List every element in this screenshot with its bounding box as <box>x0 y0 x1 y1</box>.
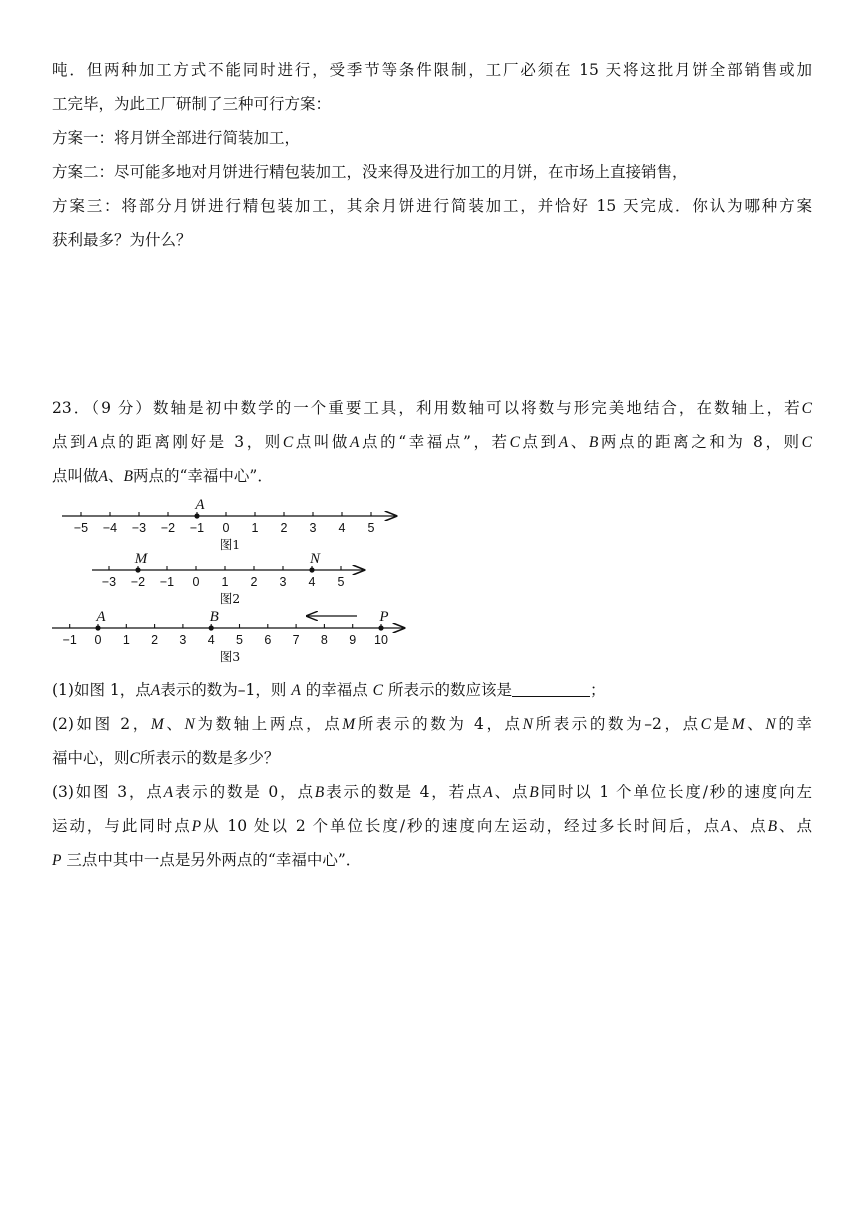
tick-label: 4 <box>207 633 215 647</box>
q23-line-3: 点叫做A、B两点的“幸福中心”． <box>52 467 273 485</box>
figure-1 <box>62 497 396 552</box>
figure-caption: 图1 <box>219 537 241 552</box>
figure-2 <box>92 551 364 606</box>
answer-blank[interactable] <box>512 682 590 697</box>
sub-question-3-cont: 运动，与此同时点P从 10 处以 2 个单位长度/秒的速度向左运动，经过多长时间后，点A、点B、点 <box>52 817 812 835</box>
tick-label: 2 <box>280 521 288 535</box>
figure-3 <box>52 609 404 664</box>
question-score: （9 分） <box>91 399 153 417</box>
point-label-m: M <box>134 551 148 567</box>
tick-label: −2 <box>160 521 176 535</box>
tick-label: −1 <box>159 575 175 589</box>
point-b <box>209 625 214 630</box>
tick-label: 2 <box>250 575 258 589</box>
plan-three: 方案三：将部分月饼进行精包装加工，其余月饼进行简装加工，并恰好 15 天完成．你认为哪种方案 <box>52 197 812 215</box>
tick-label: 9 <box>349 633 357 647</box>
sub-question-3: (3)如图 3，点A表示的数是 0，点B表示的数是 4，若点A、点B同时以 1 个单位长度/秒的速度向左 <box>52 783 812 801</box>
tick-label: 4 <box>338 521 346 535</box>
tick-label: 1 <box>122 633 130 647</box>
q22-text-line-2: 工完毕，为此工厂研制了三种可行方案： <box>52 95 332 113</box>
plan-three-cont: 获利最多？为什么？ <box>52 231 192 249</box>
tick-label: 0 <box>222 521 230 535</box>
tick-label: 7 <box>292 633 300 647</box>
tick-label: −3 <box>101 575 117 589</box>
point-p <box>378 625 383 630</box>
tick-label: 10 <box>374 633 388 647</box>
q23-line-2: 点到A点的距离刚好是 3，则C点叫做A点的“幸福点”，若C点到A、B两点的距离之和为 8，则C <box>52 433 812 451</box>
point-a <box>95 625 100 630</box>
plan-one: 方案一：将月饼全部进行简装加工， <box>52 129 301 147</box>
point-label-b: B <box>209 609 219 625</box>
point-label-a: A <box>195 497 205 513</box>
tick-label: 0 <box>192 575 200 589</box>
tick-label: −1 <box>189 521 205 535</box>
tick-label: 1 <box>221 575 229 589</box>
tick-label: 1 <box>251 521 259 535</box>
tick-label: −4 <box>102 521 118 535</box>
q22-text-line-1: 吨．但两种加工方式不能同时进行，受季节等条件限制，工厂必须在 15 天将这批月饼全部销售或加 <box>52 61 812 79</box>
point-label-p: P <box>379 609 389 625</box>
sub-question-2-cont: 福中心，则C所表示的数是多少？ <box>52 749 280 767</box>
point-a <box>194 513 199 518</box>
tick-label: 2 <box>151 633 159 647</box>
tick-label: 6 <box>264 633 272 647</box>
q23-intro-1: 数轴是初中数学的一个重要工具，利用数轴可以将数与形完美地结合，在数轴上，若 <box>152 399 802 417</box>
tick-label: −2 <box>130 575 146 589</box>
question-number: 23． <box>52 399 92 417</box>
figure-caption: 图2 <box>219 591 241 606</box>
tick-label: 5 <box>337 575 345 589</box>
point-n <box>309 567 314 572</box>
tick-label: −5 <box>73 521 89 535</box>
tick-label: −1 <box>62 633 77 647</box>
tick-label: 5 <box>236 633 243 647</box>
point-label-a: A <box>96 609 106 625</box>
plan-two: 方案二：尽可能多地对月饼进行精包装加工，没来得及进行加工的月饼，在市场上直接销售， <box>52 163 688 181</box>
sub-question-1: (1)如图 1，点A表示的数为–1，则 A 的幸福点 C 所表示的数应该是 ； <box>52 681 606 699</box>
tick-label: 0 <box>94 633 102 647</box>
tick-label: 4 <box>308 575 316 589</box>
tick-label: 3 <box>279 575 287 589</box>
tick-label: 8 <box>320 633 328 647</box>
tick-label: 5 <box>367 521 375 535</box>
tick-label: −3 <box>131 521 147 535</box>
var-c: C <box>801 400 812 417</box>
tick-label: 3 <box>179 633 187 647</box>
point-m <box>135 567 140 572</box>
point-label-n: N <box>309 551 321 567</box>
figure-caption: 图3 <box>219 649 241 664</box>
sub-question-3-cont-2: P 三点中其中一点是另外两点的“幸福中心”． <box>52 851 362 869</box>
tick-label: 3 <box>309 521 317 535</box>
sub-question-2: (2)如图 2，M、N为数轴上两点，点M所表示的数为 4，点N所表示的数为–2，点C是M、N的幸 <box>52 715 812 733</box>
